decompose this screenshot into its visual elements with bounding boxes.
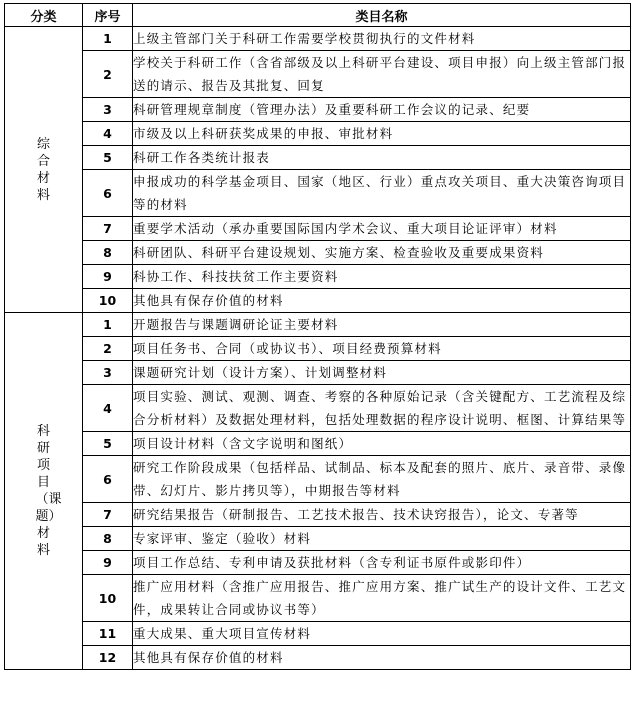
- item-name-cell: 科研管理规章制度（管理办法）及重要科研工作会议的记录、纪要: [133, 98, 631, 122]
- item-name-cell: 研究结果报告（研制报告、工艺技术报告、技术诀窍报告），论文、专著等: [133, 503, 631, 527]
- item-name-cell: 上级主管部门关于科研工作需要学校贯彻执行的文件材料: [133, 27, 631, 51]
- table-row: [5, 456, 631, 503]
- item-name-cell: 开题报告与课题调研论证主要材料: [133, 313, 631, 337]
- seq-cell: 4: [83, 122, 133, 146]
- seq-cell: 9: [83, 551, 133, 575]
- item-name-cell: 研究工作阶段成果（包括样品、试制品、标本及配套的照片、底片、录音带、录像带、幻灯片、影片拷贝等），中期报告等材料: [133, 456, 631, 503]
- seq-cell: 1: [83, 27, 133, 51]
- table-row: [5, 551, 631, 575]
- item-name-cell: 项目实验、测试、观测、调查、考察的各种原始记录（含关键配方、工艺流程及综合分析材料）及数据处理材料，包括处理数据的程序设计说明、框图、计算结果等: [133, 385, 631, 432]
- table-row: [5, 622, 631, 646]
- header-category: 分类: [5, 4, 83, 27]
- header-name: 类目名称: [133, 4, 631, 27]
- table-row: [5, 217, 631, 241]
- seq-cell: 8: [83, 527, 133, 551]
- table-row: [5, 313, 631, 337]
- seq-cell: 5: [83, 432, 133, 456]
- seq-cell: 2: [83, 337, 133, 361]
- table-row: [5, 432, 631, 456]
- seq-cell: 4: [83, 385, 133, 432]
- table-row: [5, 265, 631, 289]
- seq-cell: 3: [83, 361, 133, 385]
- seq-cell: 1: [83, 313, 133, 337]
- table-row: [5, 241, 631, 265]
- item-name-cell: 科研工作各类统计报表: [133, 146, 631, 170]
- item-name-cell: 市级及以上科研获奖成果的申报、审批材料: [133, 122, 631, 146]
- table-body: [5, 27, 631, 670]
- table-row: [5, 527, 631, 551]
- seq-cell: 6: [83, 456, 133, 503]
- seq-cell: 5: [83, 146, 133, 170]
- item-name-cell: 学校关于科研工作（含省部级及以上科研平台建设、项目申报）向上级主管部门报送的请示、报告及其批复、回复: [133, 51, 631, 98]
- table-row: [5, 122, 631, 146]
- table-row: [5, 27, 631, 51]
- table-row: [5, 503, 631, 527]
- header-seq: 序号: [83, 4, 133, 27]
- item-name-cell: 项目设计材料（含文字说明和图纸）: [133, 432, 631, 456]
- seq-cell: 12: [83, 646, 133, 670]
- table-row: [5, 170, 631, 217]
- category-label: 科研项目（课题）材料: [35, 424, 62, 558]
- item-name-cell: 项目工作总结、专利申请及获批材料（含专利证书原件或影印件）: [133, 551, 631, 575]
- table-row: [5, 361, 631, 385]
- table-row: [5, 146, 631, 170]
- category-cell: [5, 27, 83, 313]
- table-row: [5, 337, 631, 361]
- item-name-cell: 项目任务书、合同（或协议书）、项目经费预算材料: [133, 337, 631, 361]
- item-name-cell: 其他具有保存价值的材料: [133, 646, 631, 670]
- seq-cell: 7: [83, 217, 133, 241]
- item-name-cell: 科研团队、科研平台建设规划、实施方案、检查验收及重要成果资料: [133, 241, 631, 265]
- item-name-cell: 专家评审、鉴定（验收）材料: [133, 527, 631, 551]
- seq-cell: 11: [83, 622, 133, 646]
- seq-cell: 9: [83, 265, 133, 289]
- item-name-cell: 其他具有保存价值的材料: [133, 289, 631, 313]
- seq-cell: 10: [83, 289, 133, 313]
- item-name-cell: 推广应用材料（含推广应用报告、推广应用方案、推广试生产的设计文件、工艺文件，成果转让合同或协议书等）: [133, 575, 631, 622]
- seq-cell: 10: [83, 575, 133, 622]
- table-header-row: [5, 4, 631, 27]
- category-label: 综合材料: [36, 136, 50, 203]
- seq-cell: 6: [83, 170, 133, 217]
- table-row: [5, 575, 631, 622]
- seq-cell: 7: [83, 503, 133, 527]
- table-row: [5, 289, 631, 313]
- item-name-cell: 科协工作、科技扶贫工作主要资料: [133, 265, 631, 289]
- archive-category-table: [4, 3, 631, 670]
- seq-cell: 3: [83, 98, 133, 122]
- item-name-cell: 重大成果、重大项目宣传材料: [133, 622, 631, 646]
- table-row: [5, 385, 631, 432]
- table-row: [5, 98, 631, 122]
- item-name-cell: 课题研究计划（设计方案）、计划调整材料: [133, 361, 631, 385]
- table-row: [5, 51, 631, 98]
- item-name-cell: 申报成功的科学基金项目、国家（地区、行业）重点攻关项目、重大决策咨询项目等的材料: [133, 170, 631, 217]
- seq-cell: 8: [83, 241, 133, 265]
- table-row: [5, 646, 631, 670]
- item-name-cell: 重要学术活动（承办重要国际国内学术会议、重大项目论证评审）材料: [133, 217, 631, 241]
- category-cell: [5, 313, 83, 670]
- seq-cell: 2: [83, 51, 133, 98]
